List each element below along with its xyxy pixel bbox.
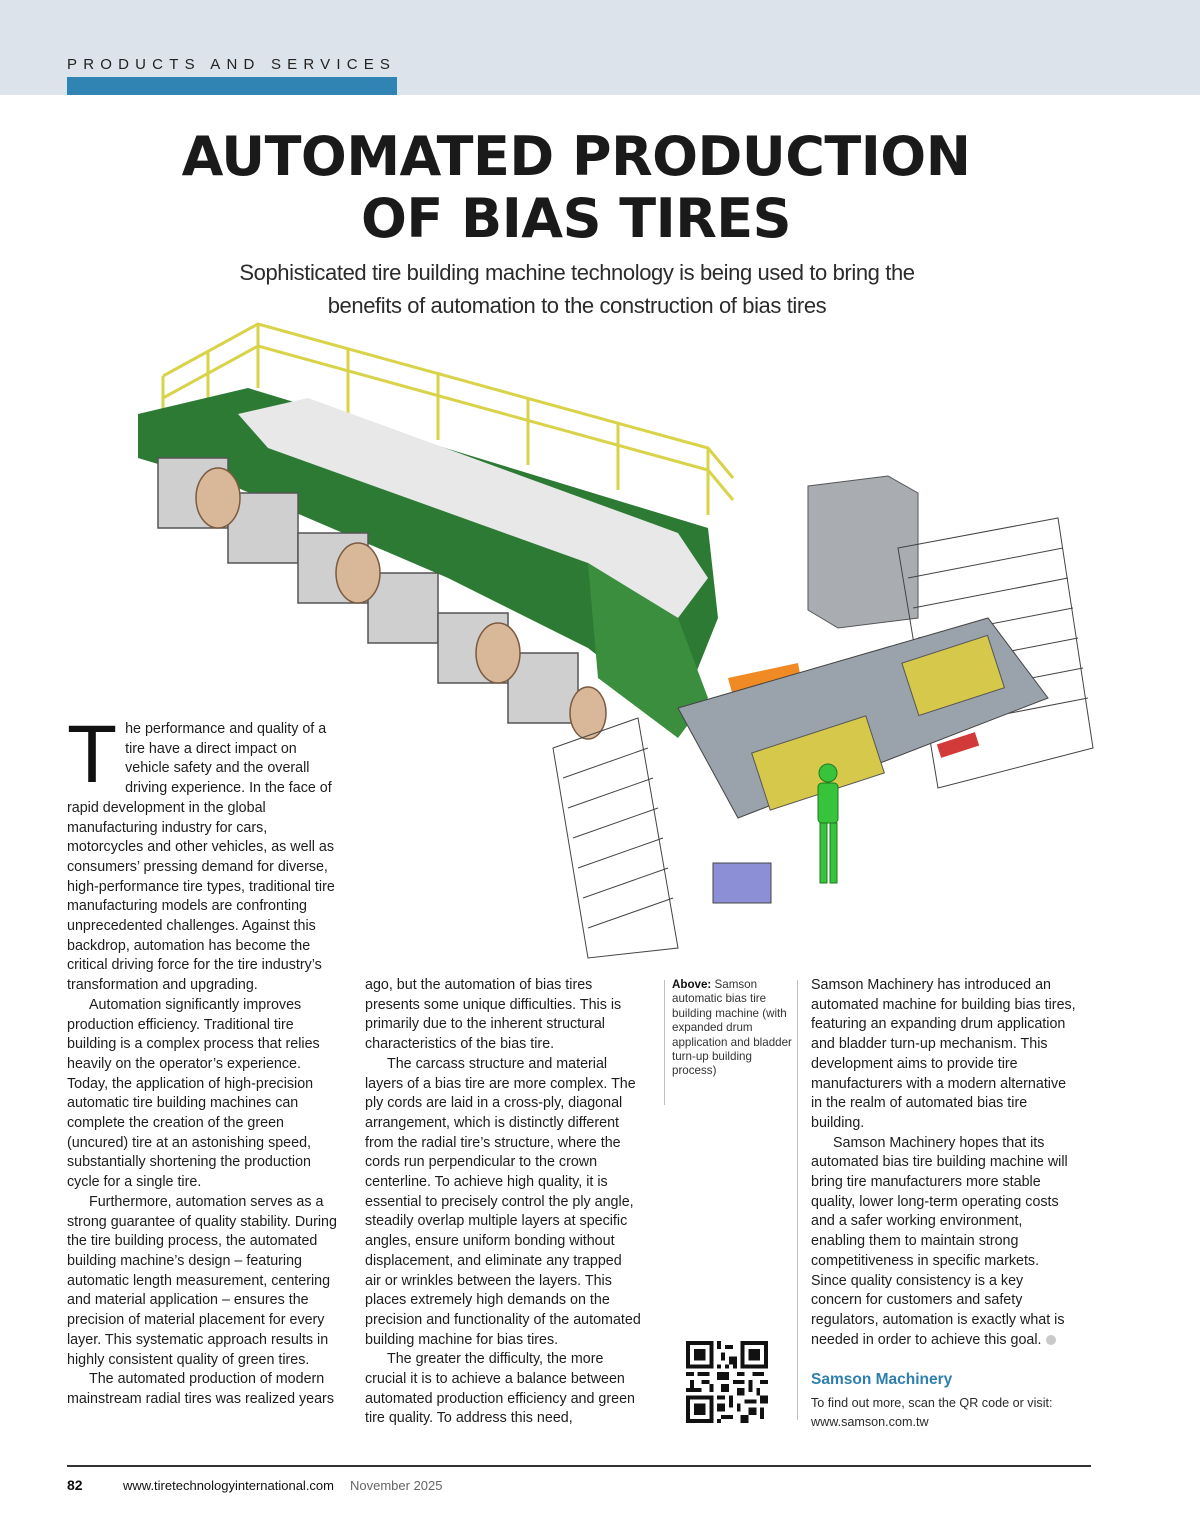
company-name: Samson Machinery xyxy=(811,1371,953,1388)
qr-code-icon xyxy=(686,1341,768,1423)
footer-date: November 2025 xyxy=(350,1478,443,1493)
figure-caption xyxy=(672,978,792,1079)
paragraph: Samson Machinery has introduced an automated machine for building bias tires, featuring an expanding drum application and bladder turn-up mechanism. This development aims to provide tire manufacturers with a modern alternative in the realm of automated bias tire building. xyxy=(811,977,1076,1131)
paragraph-final xyxy=(811,1134,1077,1351)
caption-divider-left xyxy=(664,980,665,1105)
subtitle-line-1: Sophisticated tire building machine technology is being used to bring the xyxy=(239,260,915,285)
more-info-line-1: To find out more, scan the QR code or visit: xyxy=(811,1396,1053,1410)
paragraph: The carcass structure and material layers of a bias tire are more complex. The ply cords are laid in a cross-ply, diagonal arrangement, which is distinctly different from the radial tire’s structure, where the cords run perpendicular to the crown centerline. To achieve high quality, it is essential to precisely control the ply angle, steadily overlap multiple layers at specific angles, ensure uniform bonding without displacement, and eliminate any trapped air or wrinkles between the layers. This places extremely high demands on the precision and functionality of the automated building machine for bias tires. xyxy=(365,1055,641,1348)
paragraph: ago, but the automation of bias tires presents some unique difficulties. This is primarily due to the inherent structural characteristics of the bias tire. xyxy=(365,977,622,1053)
paragraph-final-text: Samson Machinery hopes that its automated bias tire building machine will bring tire manufacturers more stable quality, lower long-term operating costs and a safer working environment, enabling them to maintain strong competitiveness in specific markets. Since quality consistency is a key concern for customers and safety regulators, automation is exactly what is needed in order to achieve this goal. xyxy=(811,1134,1068,1348)
article-column-2 xyxy=(365,976,641,1429)
paragraph: Furthermore, automation serves as a strong guarantee of quality stability. During the tire building process, the automated building machine’s design – featuring automatic length measurement, centering and material application – ensures the precision of material placement for every layer. This systematic approach results in highly consistent quality of green tires. xyxy=(67,1193,337,1368)
drop-cap: T xyxy=(67,709,118,800)
article-column-3 xyxy=(811,976,1077,1350)
section-label: PRODUCTS AND SERVICES xyxy=(67,56,397,73)
footer-rule xyxy=(67,1465,1091,1467)
paragraph: he performance and quality of a tire have a direct impact on vehicle safety and the overall driving experience. In the face of rapid development in the global manufacturing industry for cars, motorcycles and other vehicles, as well as consumers’ pressing demand for diverse, high-performance tire types, traditional tire manufacturing models are confronting unprecedented challenges. Against this backdrop, automation has become the critical driving force for the tire industry’s transformation and upgrading. xyxy=(67,721,335,994)
paragraph: The automated production of modern mainstream radial tires was realized years xyxy=(67,1371,334,1407)
article-title xyxy=(0,126,1152,250)
page-number: 82 xyxy=(67,1477,83,1493)
paragraph: The greater the difficulty, the more crucial it is to achieve a balance between automated production efficiency and green tire quality. To address this need, xyxy=(365,1351,635,1427)
subtitle-line-2: benefits of automation to the construction of bias tires xyxy=(327,293,827,318)
end-mark-icon xyxy=(1046,1335,1056,1345)
more-info xyxy=(811,1394,1081,1431)
section-accent-bar xyxy=(67,77,397,95)
caption-label: Above: xyxy=(672,978,712,991)
title-line-1: AUTOMATED PRODUCTION xyxy=(181,125,971,188)
caption-text: Samson automatic bias tire building machine (with expanded drum application and bladder turn-up building process) xyxy=(672,978,792,1078)
caption-divider-right xyxy=(797,980,798,1420)
footer-url[interactable]: www.tiretechnologyinternational.com xyxy=(123,1478,334,1493)
title-line-2: OF BIAS TIRES xyxy=(360,187,792,250)
article-column-1 xyxy=(67,709,342,1410)
article-subtitle xyxy=(0,256,1154,322)
company-website-link[interactable]: www.samson.com.tw xyxy=(811,1414,929,1429)
paragraph: Automation significantly improves production efficiency. Traditional tire building is a complex process that relies heavily on the operator’s experience. Today, the application of high-precision automatic tire building machines can complete the creation of the green (uncured) tire at an astonishing speed, substantially shortening the production cycle for a single tire. xyxy=(67,996,320,1191)
